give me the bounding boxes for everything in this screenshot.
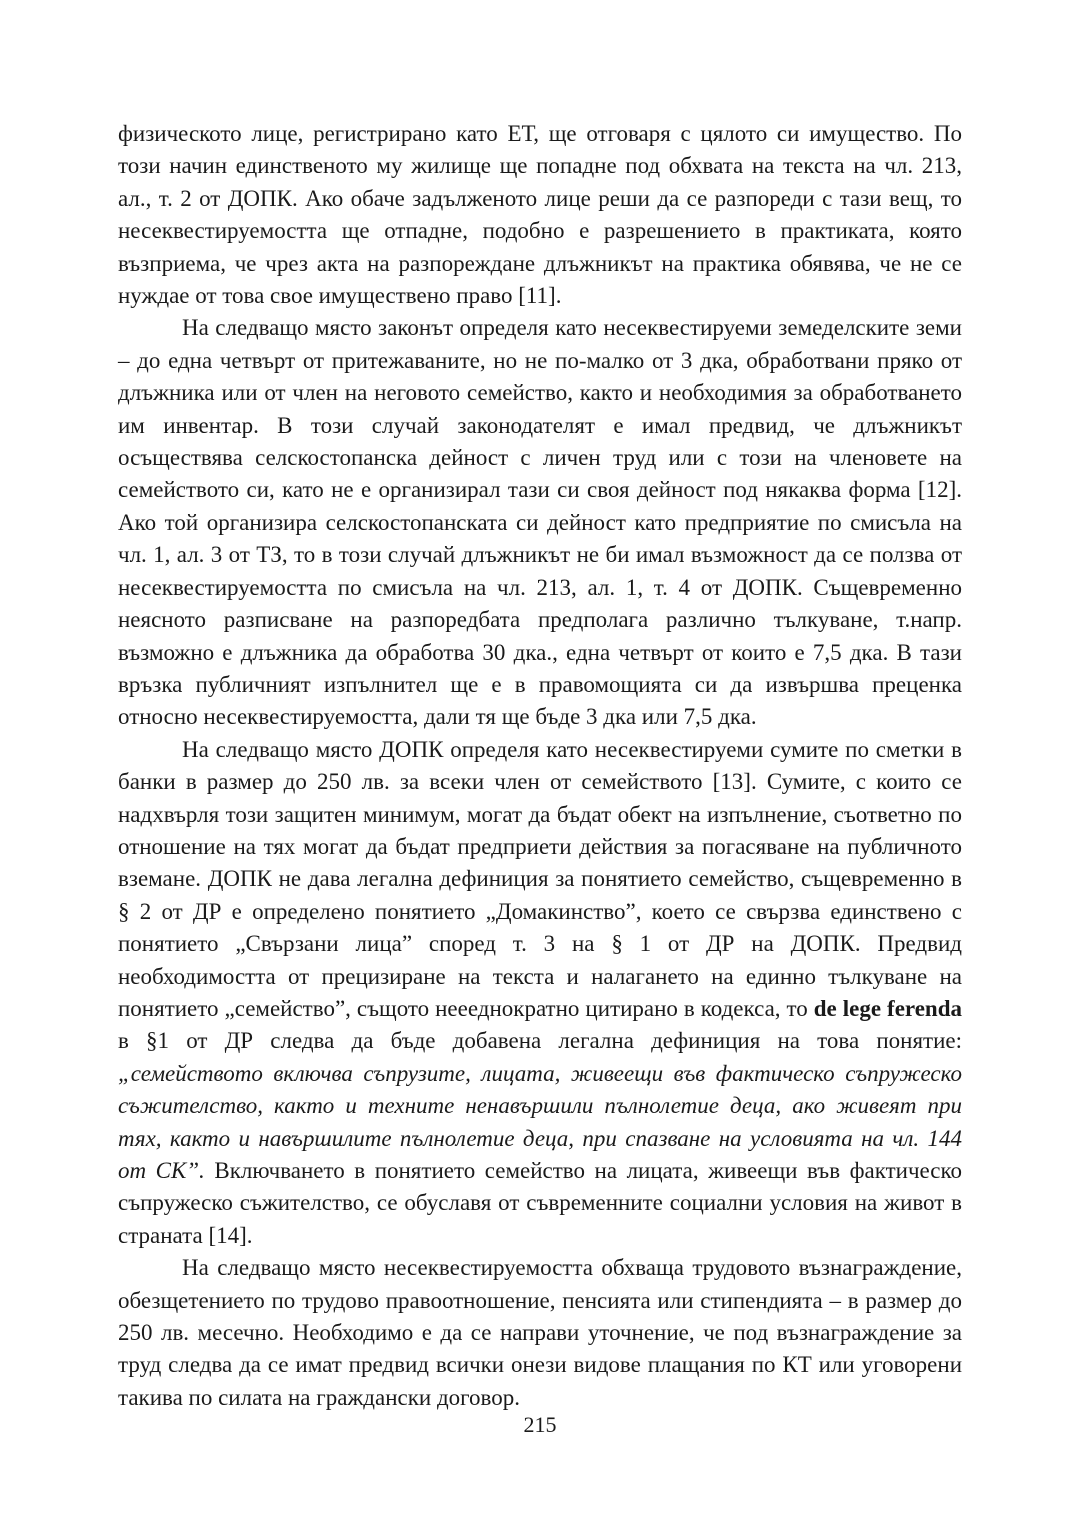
document-body <box>118 118 962 1414</box>
paragraph-2: На следващо място законът определя като несеквестируеми земеделските земи – до една четвърт от притежаваните, но не по-малко от 3 дка, обработвани пряко от длъжника или от член на неговото семейство, както и необходимия за обработването им инвентар. В този случай законодателят е имал предвид, че длъжникът осъществява селскостопанска дейност с личен труд или с този на членовете на семейството си, като не е организирал тази си своя дейност под някаква форма [12]. Ако той организира селскостопанската си дейност като предприятие по смисъла на чл. 1, ал. 3 от ТЗ, то в този случай длъжникът не би имал възможност да се ползва от несеквестируемостта по смисъла на чл. 213, ал. 1, т. 4 от ДОПК. Същевременно неясното разписване на разпоредбата предполага различно тълкуване, т.напр. възможно е длъжника да обработва 30 дка., една четвърт от които е 7,5 дка. В тази връзка публичният изпълнител ще е в правомощията си да извършва преценка относно несеквестируемостта, дали тя ще бъде 3 дка или 7,5 дка. <box>118 315 962 730</box>
paragraph-3 <box>118 734 962 1253</box>
paragraph-3-text-start: На следващо място ДОПК определя като несеквестируеми сумите по сметки в банки в размер до 250 лв. за всеки член от семейството [13]. Сумите, с които се надхвърля този защитен минимум, могат да бъдат обект на изпълнение, съответно по отношение на тях могат да бъдат предприети действия за погасяване на публичното вземане. ДОПК не дава легална дефиниция за понятието семейство, същевременно в § 2 от ДР е определено понятието „Домакинство”, което се свързва единствено с понятието „Свързани лица” според т. 3 на § 1 от ДР на ДОПК. Предвид необходимостта от прецизиране на текста и налагането на единно тълкуване на понятието „семейство”, същото неееднократно цитирано в кодекса, то <box>118 736 962 1021</box>
paragraph-3-text-mid: в §1 от ДР следва да бъде добавена легална дефиниция на това понятие: <box>118 1028 962 1054</box>
de-lege-ferenda-term: de lege ferenda <box>813 995 962 1021</box>
paragraph-3-text-end: Включването в понятието семейство на лицата, живеещи във фактическо съпружеско съжителство, се обуславя от съвременните социални условия на живот в страната [14]. <box>118 1158 963 1248</box>
paragraph-4: На следващо място несеквестируемостта обхваща трудовото възнаграждение, обезщетението по трудово правоотношение, пенсията или стипендията – в размер до 250 лв. месечно. Необходимо е да се направи уточнение, че под възнаграждение за труд следва да се имат предвид всички онези видове плащания по КТ или уговорени такива по силата на граждански договор. <box>118 1255 962 1410</box>
family-definition-quote: „семейството включва съпрузите, лицата, живеещи във фактическо съпружеско съжителство, както и техните ненавършили пълнолетие деца, ако живеят при тях, както и навършилите пълнолетие деца, при спазване на условията на чл. 144 от СК”. <box>118 1060 962 1183</box>
paragraph-1: физическото лице, регистрирано като ЕТ, ще отговаря с цялото си имущество. По този начин единственото му жилище ще попадне под обхвата на текста на чл. 213, ал., т. 2 от ДОПК. Ако обаче задълженото лице реши да се разпореди с тази вещ, то несеквестируемостта ще отпадне, подобно е разрешението в практиката, която възприема, че чрез акта на разпореждане длъжникът на практика обявява, че не се нуждае от това свое имуществено право [11]. <box>118 121 962 309</box>
page-number: 215 <box>523 1412 557 1437</box>
